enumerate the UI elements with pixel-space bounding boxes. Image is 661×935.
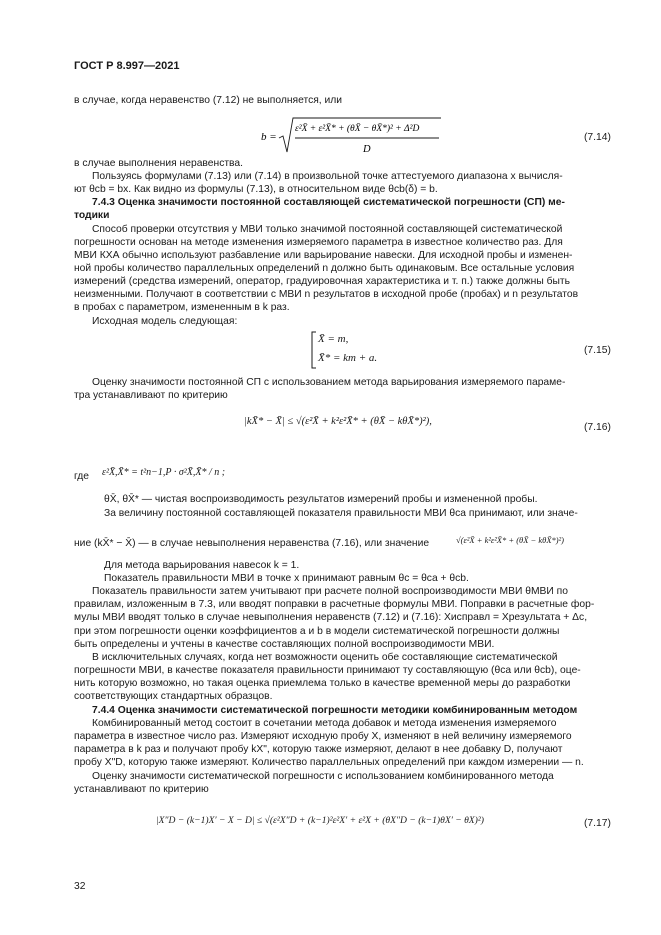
text-line: погрешности МВИ, в качестве показателя правильности принимают ту составляющую (θca или θcb), оце- <box>74 665 581 676</box>
equation-7-14 <box>255 112 445 158</box>
text-line: Для метода варьирования навесок k = 1. <box>104 560 300 571</box>
text-line: в пробах с параметром, измененным в k раз. <box>74 302 290 313</box>
equation-7-17: |X″D − (k−1)X′ − X − D| ≤ √(ε²X″D + (k−1)²ε²X′ + ε²X + (θX″D − (k−1)θX′ − θX)²) <box>156 815 484 826</box>
equation-line: X̄ = m, <box>318 333 349 345</box>
text-line: погрешности основан на методе изменения измеряемого параметра в известное количество раз. Для <box>74 237 563 248</box>
text-line: За величину постоянной составляющей показателя правильности МВИ θca принимают, или значе- <box>104 508 578 519</box>
equation-where: ε²X̄,X̄* = t²n−1,P · σ²X̄,X̄* / n ; <box>102 467 226 478</box>
text-line: Исходная модель следующая: <box>92 316 238 327</box>
equation-number: (7.17) <box>584 818 611 829</box>
text-line: Оценку значимости постоянной СП с использованием метода варьирования измеряемого парамe- <box>92 377 566 388</box>
text-line: Показатель правильности МВИ в точке x принимают равным θc = θca + θcb. <box>104 573 469 584</box>
text-line: Пользуясь формулами (7.13) или (7.14) в произвольной точке аттестуемого диапазона x вычисля- <box>92 171 563 182</box>
text-line: Способ проверки отсутствия у МВИ только значимой постоянной составляющей систематической <box>92 224 563 235</box>
text-line: правилам, изложенным в 7.3, или вводят поправки в расчетные формулы МВИ. Поправки в расчетные фор- <box>74 599 595 610</box>
text-line: мулы МВИ вводят только в случае невыполнения неравенств (7.12) и (7.16): Xисправл = Xрезультата + Δc, <box>74 612 588 623</box>
equation-line: X̄* = km + a. <box>318 352 378 364</box>
text-line: ние (kX̄* − X̄) — в случае невыполнения неравенства (7.16), или значение <box>74 538 430 549</box>
text-line: θX̄, θX̄* — чистая воспроизводимость результатов измерений пробы и измененной пробы. <box>104 494 538 505</box>
equation-7-16: |kX̄* − X̄| ≤ √(ε²X̄ + k²ε²X̄* + (θX̄ − kθX̄*)²), <box>244 416 432 427</box>
equation-number: (7.15) <box>584 345 611 356</box>
equation-number: (7.14) <box>584 132 611 143</box>
text-line: Оценку значимости систематической погрешности с использованием комбинированного метода <box>92 771 554 782</box>
text-line: пробу X"D, которую также измеряют. Количество параллельных определений при каждом измерении — n. <box>74 757 584 768</box>
section-heading: тодики <box>74 210 110 221</box>
text-line: соответствующих стандартных образцов. <box>74 691 273 702</box>
text-line: в случае, когда неравенство (7.12) не выполняется, или <box>74 95 343 106</box>
text-line: Показатель правильности затем учитывают при расчете полной воспроизводимости МВИ θМВИ по <box>92 586 568 597</box>
text-line: параметра в k раз и получают пробу kX", которую также измеряют, делают в нее добавку D, получают <box>74 744 563 755</box>
text-line: в случае выполнения неравенства. <box>74 158 243 169</box>
svg-text:b =: b = <box>261 131 277 143</box>
text-line: тра устанавливают по критерию <box>74 390 228 401</box>
svg-text:ε²X̄ + ε²X̄* + (θX̄ − θX̄*)² +: ε²X̄ + ε²X̄* + (θX̄ − θX̄*)² + Δ²D <box>295 124 420 134</box>
svg-text:D: D <box>363 144 371 155</box>
text-line: где <box>74 471 90 482</box>
section-heading: 7.4.4 Оценка значимости систематической погрешности методики комбинированным методом <box>92 705 578 716</box>
text-line: неизменными. Получают в соответствии с МВИ n результатов в исходной пробе (пробах) и n результатов <box>74 289 579 300</box>
text-line: устанавливают по критерию <box>74 784 209 795</box>
equation-number: (7.16) <box>584 422 611 433</box>
text-line: В исключительных случаях, когда нет возможности оценить обе составляющие систематической <box>92 652 558 663</box>
text-line: параметра в известное число раз. Измеряют исходную пробу X, изменяют в ней величину измеряемого <box>74 731 572 742</box>
equation-inline: √(ε²X̄ + k²ε²X̄* + (θX̄ − kθX̄*)²) <box>456 535 565 545</box>
text-line: ют θcb = bx. Как видно из формулы (7.13), в относительном виде θcb(δ) = b. <box>74 184 438 195</box>
text-line: МВИ КХА обычно используют разбавление или варьирование навески. Для исходной пробы и изменен- <box>74 250 573 261</box>
text-line: нить которую возможно, но такая оценка приемлема только в качестве временной меры до разработки <box>74 678 571 689</box>
text-line: быть определены и учтены в качестве составляющих полной воспроизводимости МВИ. <box>74 639 495 650</box>
text-line: при этом погрешности оценки коэффициентов a и b в модели систематической погрешности должны <box>74 626 560 637</box>
page-number: 32 <box>74 881 86 892</box>
text-line: измерений (средства измерений, оператор, градуировочная характеристика и т. п.) также должны быть <box>74 276 570 287</box>
text-line: Комбинированный метод состоит в сочетании метода добавок и метода изменения измеряемого <box>92 718 557 729</box>
section-heading: 7.4.3 Оценка значимости постоянной составляющей систематической погрешности (СП) ме- <box>92 197 565 208</box>
text-line: ной пробы количество параллельных определений n должно быть одинаковым. Все остальные условия <box>74 263 575 274</box>
page-header: ГОСТ Р 8.997—2021 <box>74 60 180 72</box>
